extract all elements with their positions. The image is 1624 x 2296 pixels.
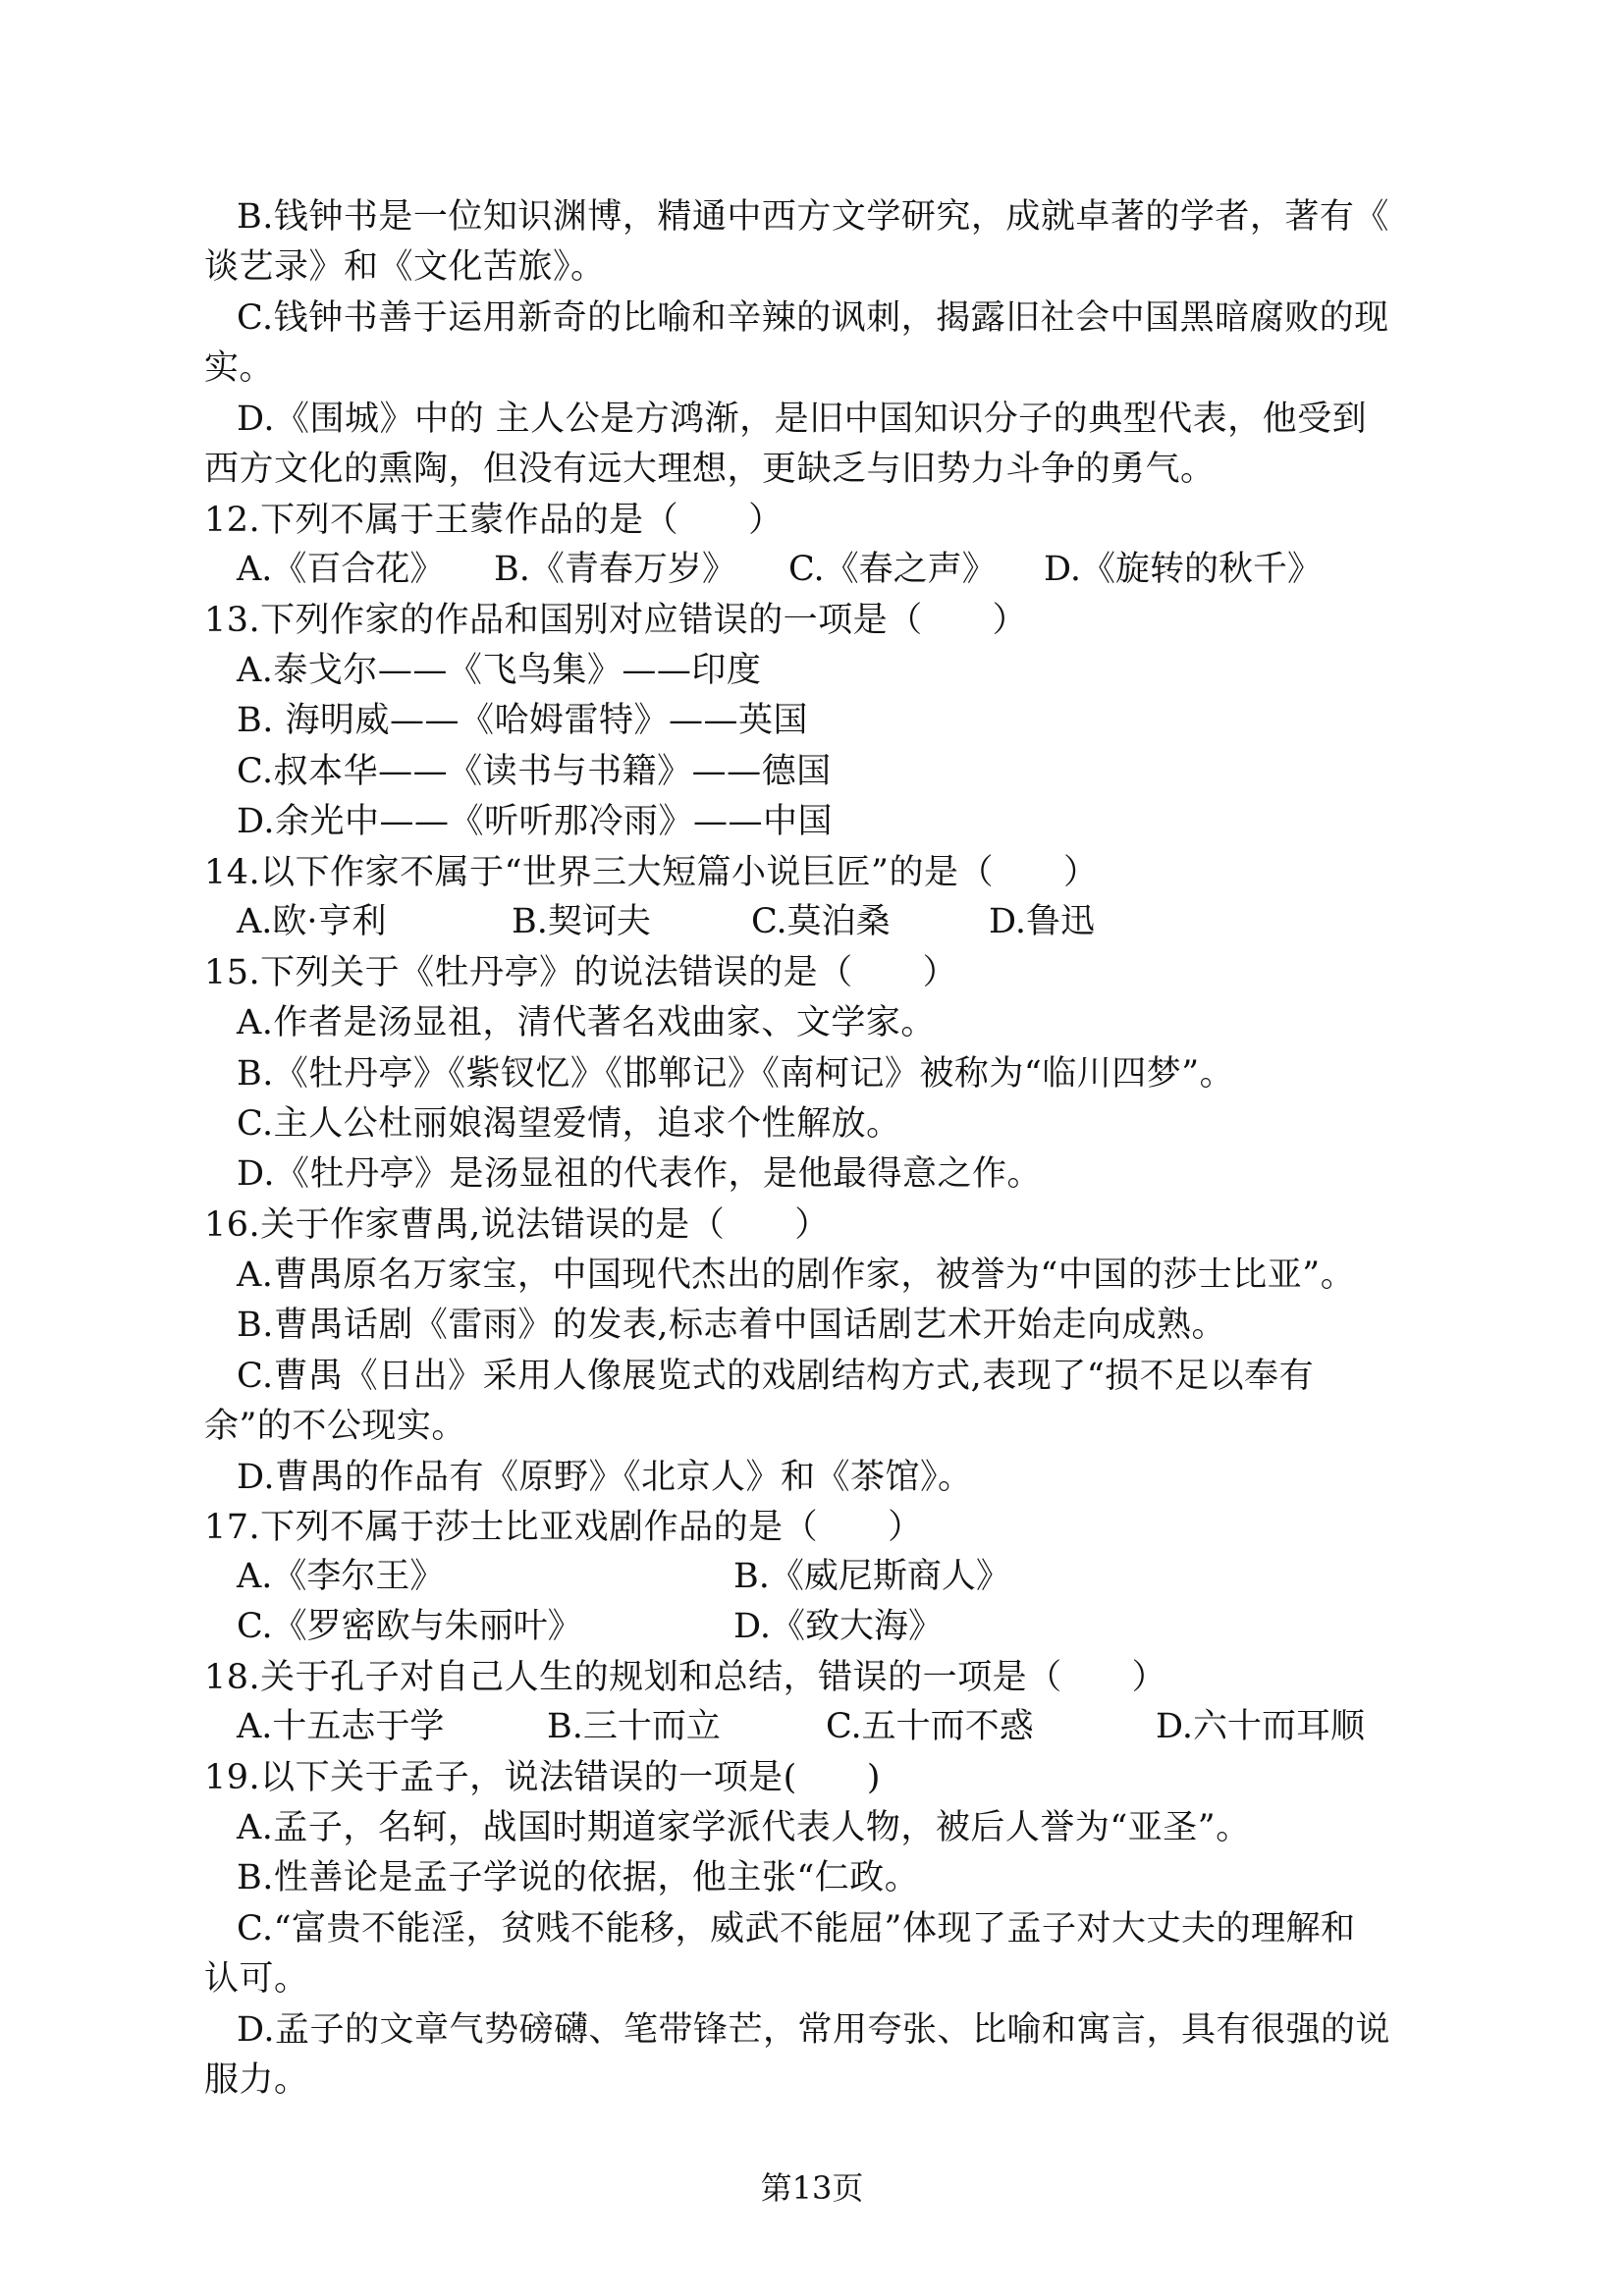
q13-stem: 13.下列作家的作品和国别对应错误的一项是（ ） [204,601,1028,640]
q13-option-c: C.叔本华——《读书与书籍》——德国 [237,752,832,791]
q16-stem: 16.关于作家曹禺,说法错误的是（ ） [204,1205,830,1245]
q19-option-c-cont: 认可。 [204,1959,309,1999]
q14-stem: 14.以下作家不属于“世界三大短篇小说巨匠”的是（ ） [204,853,1099,892]
q15-option-d: D.《牡丹亭》是汤显祖的代表作，是他最得意之作。 [237,1154,1042,1194]
q14-option-a: A.欧·亨利 [237,902,387,941]
q18-option-a: A.十五志于学 [237,1707,445,1746]
q18-option-b: B.三十而立 [547,1707,721,1746]
q18-option-d: D.六十而耳顺 [1156,1707,1365,1746]
q15-option-c: C.主人公杜丽娘渴望爱情，追求个性解放。 [237,1104,901,1144]
page-number: 第13页 [760,2169,864,2207]
q16-option-c-cont: 余”的不公现实。 [204,1407,466,1446]
q11-option-c-cont: 实。 [204,348,275,388]
q15-option-b: B.《牡丹亭》《紫钗忆》《邯郸记》《南柯记》被称为“临川四梦”。 [237,1054,1235,1094]
q19-option-a: A.孟子，名轲，战国时期道家学派代表人物，被后人誉为“亚圣”。 [237,1808,1251,1847]
q13-option-b: B. 海明威——《哈姆雷特》——英国 [237,701,808,740]
q19-option-b: B.性善论是孟子学说的依据，他主张“仁政。 [237,1858,920,1897]
q13-option-d: D.余光中——《听听那冷雨》——中国 [237,802,833,841]
q16-option-d: D.曹禺的作品有《原野》《北京人》和《茶馆》。 [237,1458,973,1497]
q19-option-c: C.“富贵不能淫，贫贱不能移，威武不能屈”体现了孟子对大丈夫的理解和 [237,1909,1356,1949]
q16-option-a: A.曹禺原名万家宝，中国现代杰出的剧作家，被誉为“中国的莎士比亚”。 [237,1255,1356,1295]
q17-option-b: B.《威尼斯商人》 [733,1557,1010,1596]
q11-option-d-cont: 西方文化的熏陶，但没有远大理想，更缺乏与旧势力斗争的勇气。 [204,450,1216,489]
q11-option-b: B.钱钟书是一位知识渊博，精通中西方文学研究，成就卓著的学者，著有《 [237,197,1389,237]
q19-option-d: D.孟子的文章气势磅礴、笔带锋芒，常用夸张、比喻和寓言，具有很强的说 [237,2010,1390,2050]
q16-option-c: C.曹禺《日出》采用人像展览式的戏剧结构方式,表现了“损不足以奉有 [237,1357,1315,1396]
q12-option-a: A.《百合花》 [237,550,445,589]
q12-stem: 12.下列不属于王蒙作品的是（ ） [204,501,784,540]
q19-option-d-cont: 服力。 [204,2060,309,2100]
q15-option-a: A.作者是汤显祖，清代著名戏曲家、文学家。 [237,1003,936,1042]
q14-option-b: B.契诃夫 [512,902,651,941]
q16-option-b: B.曹禺话剧《雷雨》的发表,标志着中国话剧艺术开始走向成熟。 [237,1306,1226,1345]
q18-stem: 18.关于孔子对自己人生的规划和总结，错误的一项是（ ） [204,1658,1167,1697]
q12-option-d: D.《旋转的秋千》 [1044,550,1322,589]
q17-option-a: A.《李尔王》 [237,1557,445,1596]
q14-option-c: C.莫泊桑 [751,902,891,941]
q11-option-c: C.钱钟书善于运用新奇的比喻和辛辣的讽刺，揭露旧社会中国黑暗腐败的现 [237,298,1389,338]
q11-option-b-cont: 谈艺录》和《文化苦旅》。 [204,247,606,287]
q13-option-a: A.泰戈尔——《飞鸟集》——印度 [237,651,762,690]
q17-option-c: C.《罗密欧与朱丽叶》 [237,1607,582,1646]
q17-option-d: D.《致大海》 [733,1607,943,1646]
q11-option-d: D.《围城》中的 主人公是方鸿渐，是旧中国知识分子的典型代表，他受到 [237,400,1368,439]
q12-option-b: B.《青春万岁》 [494,550,736,589]
q14-option-d: D.鲁迅 [989,902,1095,941]
q19-stem: 19.以下关于孟子，说法错误的一项是( ) [204,1758,881,1797]
q15-stem: 15.下列关于《牡丹亭》的说法错误的是（ ） [204,953,958,992]
q18-option-c: C.五十而不惑 [826,1707,1034,1746]
q17-stem: 17.下列不属于莎士比亚戏剧作品的是（ ） [204,1508,923,1547]
q12-option-c: C.《春之声》 [788,550,997,589]
